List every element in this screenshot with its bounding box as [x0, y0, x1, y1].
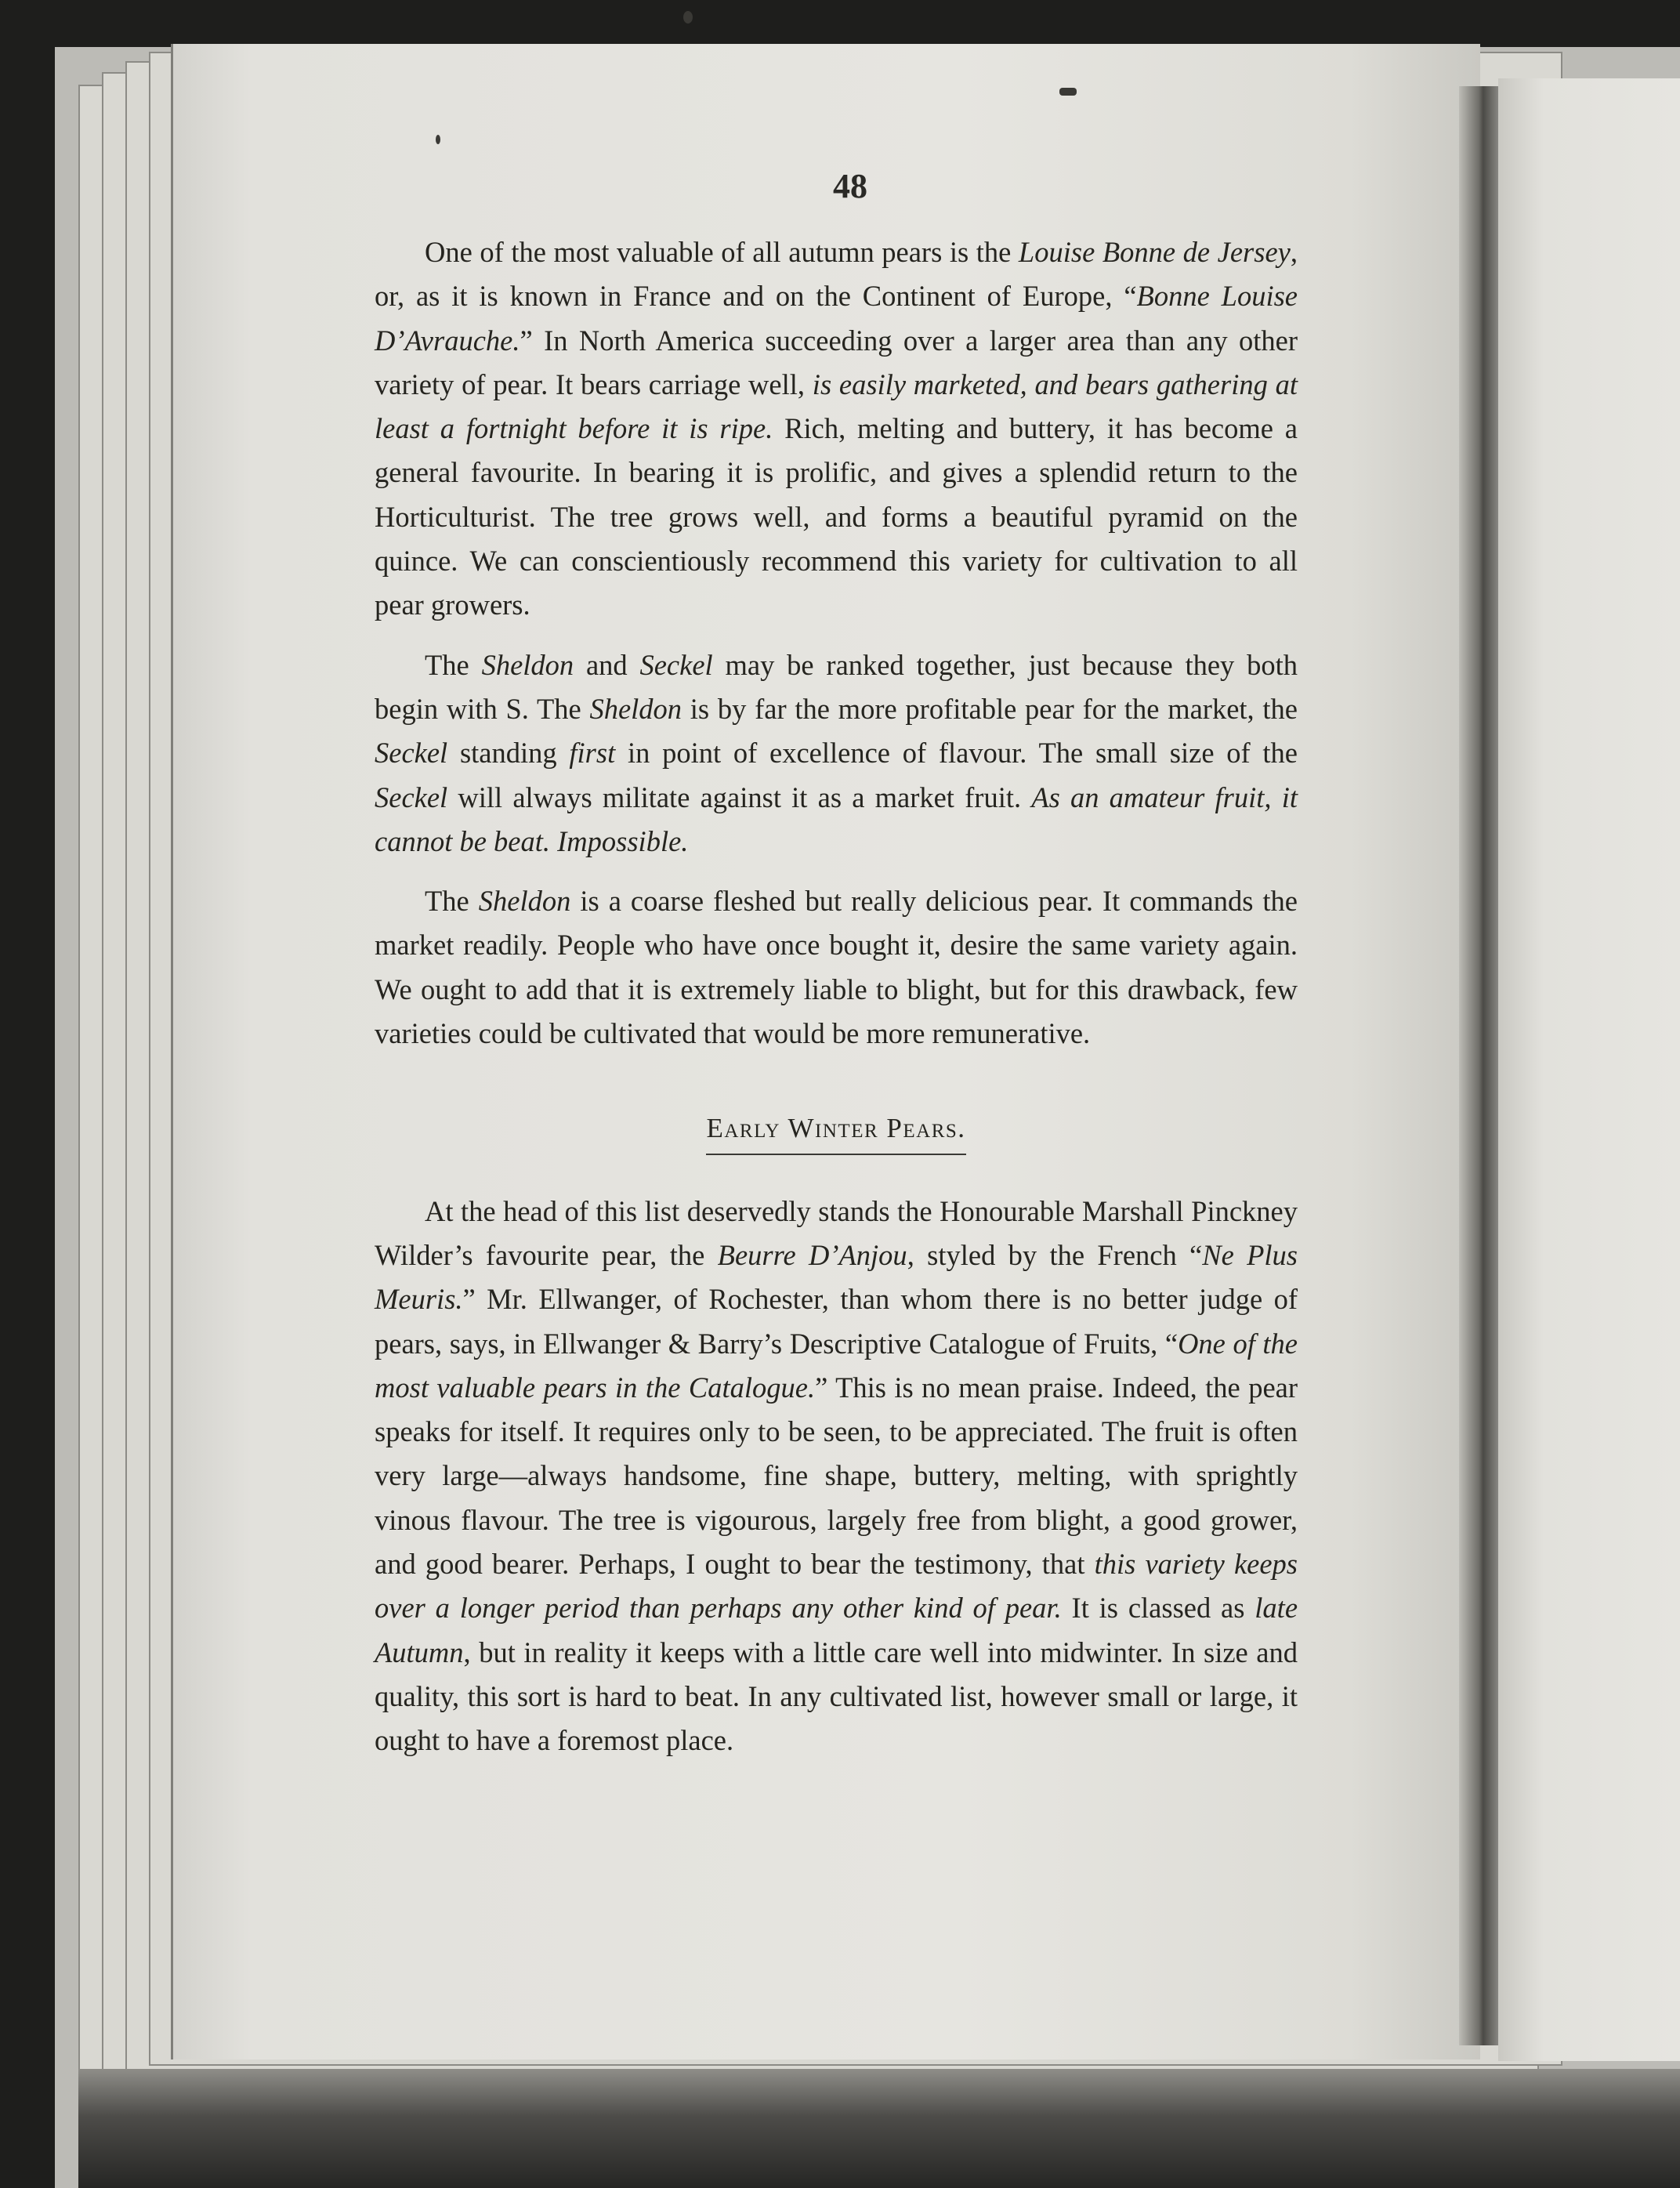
- ink-speck: [683, 11, 693, 24]
- italic-run: As an amateur fruit, it cannot be beat. Impossible.: [375, 781, 1298, 857]
- italic-run: late Autumn: [375, 1592, 1298, 1668]
- italic-run: Ne Plus Meuris.: [375, 1238, 1298, 1316]
- italic-run: Sheldon: [481, 648, 574, 681]
- book-gutter: [1459, 86, 1503, 2045]
- section-heading-wrap: [375, 1106, 1298, 1154]
- text-run: in point of excellence of flavour. The small size of the: [615, 737, 1298, 770]
- text-run: , styled by the French “: [907, 1238, 1203, 1271]
- text-run: and: [574, 648, 640, 681]
- italic-run: Sheldon: [589, 692, 682, 725]
- italic-run: Seckel: [375, 781, 448, 813]
- bottom-shadow: [78, 2069, 1680, 2188]
- italic-run: is easily marketed, and bears gathering at least a fortnight before it is ripe.: [375, 368, 1298, 445]
- text-run: is by far the more profitable pear for the market, the: [682, 692, 1298, 725]
- text-run: , but in reality it keeps with a little care well into midwinter. In size and quality, this sort is hard to beat. In any cultivated list, however small or large, it ought to have a foremost place.: [375, 1636, 1298, 1757]
- body-paragraph: [375, 643, 1298, 864]
- text-run: ” In North America succeeding over a larger area than any other variety of pear. It bears carriage well,: [375, 324, 1298, 400]
- italic-run: One of the most valuable pears in the Catalogue.: [375, 1327, 1298, 1404]
- text-run: The: [425, 648, 482, 681]
- body-paragraph: [375, 879, 1298, 1056]
- body-paragraphs-bottom: [375, 1190, 1298, 1763]
- text-run: will always militate against it as a market fruit.: [447, 781, 1032, 813]
- text-run: , or, as it is known in France and on the Continent of Europe, “: [375, 236, 1298, 313]
- text-run: It is classed as: [1061, 1592, 1255, 1625]
- text-run: standing: [447, 737, 570, 770]
- text-run: is a coarse fleshed but really delicious pear. It commands the market readily. People who have once bought it, desire the same variety again. We ought to add that it is extremely liable to blight, but for this drawback, few varieties could be cultivated that would be more remunerative.: [375, 885, 1298, 1050]
- body-paragraph: [375, 230, 1298, 628]
- right-page: [1498, 78, 1680, 2061]
- page-number: 48: [833, 167, 867, 205]
- italic-run: Seckel: [639, 648, 713, 681]
- text-run: Rich, melting and buttery, it has become a general favourite. In bearing it is prolific, and gives a splendid return to the Horticulturist. The tree grows well, and forms a beautiful pyramid on the quince. We can conscientiously recommend this variety for cultivation to all pear growers.: [375, 412, 1298, 621]
- ink-speck: [436, 135, 440, 144]
- text-run: ” This is no mean praise. Indeed, the pear speaks for itself. It requires only to be seen, to be appreciated. The fruit is often very large—always handsome, fine shape, buttery, melting, with sprightly vinous flavour. The tree is vigourous, largely free from blight, a good grower, and good bearer. Perhaps, I ought to bear the testimony, that: [375, 1371, 1298, 1581]
- page-body: [375, 230, 1298, 1763]
- text-run: At the head of this list deservedly stands the Honourable Marshall Pinckney Wilder’s favourite pear, the: [375, 1194, 1298, 1271]
- text-run: The: [425, 885, 479, 918]
- italic-run: Bonne Louise D’Avrauche.: [375, 280, 1298, 357]
- italic-run: first: [569, 737, 616, 770]
- italic-run: this variety keeps over a longer period than perhaps any other kind of pear.: [375, 1548, 1298, 1625]
- italic-run: Beurre D’Anjou: [717, 1238, 907, 1271]
- text-run: may be ranked together, just because they both begin with S. The: [375, 648, 1298, 725]
- body-paragraph: [375, 1190, 1298, 1763]
- body-paragraphs-top: [375, 230, 1298, 1056]
- italic-run: Seckel: [375, 737, 448, 770]
- text-run: One of the most valuable of all autumn pears is the: [425, 236, 1019, 268]
- italic-run: Louise Bonne de Jersey: [1018, 236, 1291, 268]
- text-run: ” Mr. Ellwanger, of Rochester, than whom there is no better judge of pears, says, in Ellwanger & Barry’s Descriptive Catalogue of Fruits, “: [375, 1283, 1298, 1360]
- italic-run: Sheldon: [478, 885, 571, 918]
- ink-speck: [1059, 88, 1077, 96]
- section-heading: Early Winter Pears.: [706, 1107, 965, 1154]
